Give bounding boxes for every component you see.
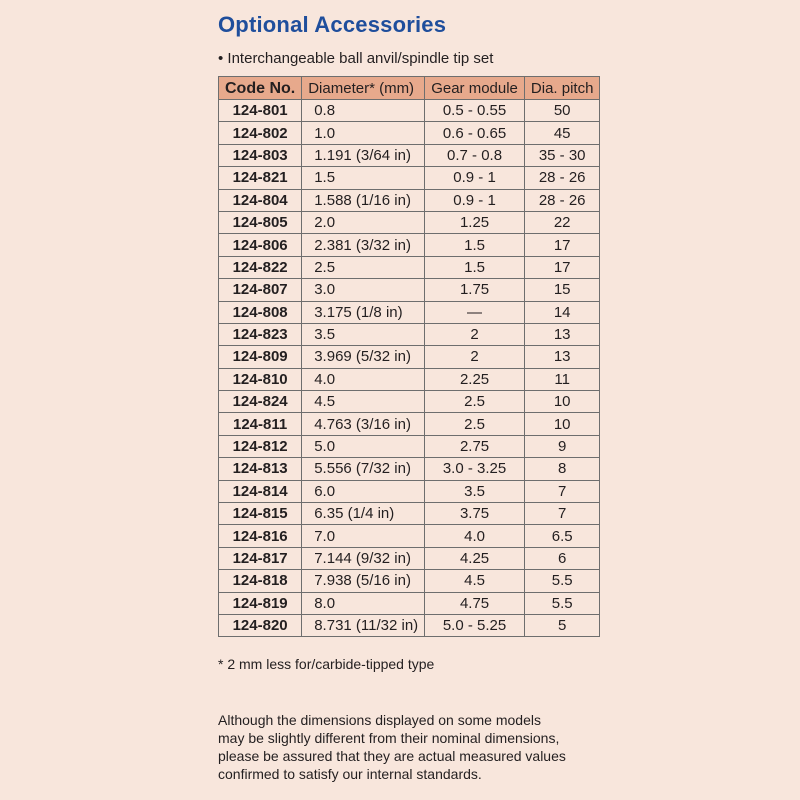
dia-pitch-cell: 13 — [524, 323, 600, 345]
dia-pitch-cell: 5.5 — [524, 570, 600, 592]
subtitle: • Interchangeable ball anvil/spindle tip set — [218, 50, 494, 67]
diameter-cell: 6.0 — [302, 480, 425, 502]
code-cell: 124-818 — [219, 570, 302, 592]
dia-pitch-cell: 17 — [524, 256, 600, 278]
diameter-cell: 5.556 (7/32 in) — [302, 458, 425, 480]
dia-pitch-cell: 6.5 — [524, 525, 600, 547]
diameter-cell: 7.0 — [302, 525, 425, 547]
header-gear-module: Gear module — [425, 77, 525, 100]
diameter-cell: 3.0 — [302, 279, 425, 301]
header-diameter: Diameter* (mm) — [302, 77, 425, 100]
gear-module-cell: 0.6 - 0.65 — [425, 122, 525, 144]
table-row — [219, 167, 600, 189]
table-row — [219, 279, 600, 301]
diameter-cell: 8.731 (11/32 in) — [302, 614, 425, 636]
diameter-cell: 3.175 (1/8 in) — [302, 301, 425, 323]
code-cell: 124-814 — [219, 480, 302, 502]
dia-pitch-cell: 17 — [524, 234, 600, 256]
table-row — [219, 368, 600, 390]
table-row — [219, 144, 600, 166]
table-header-row — [219, 77, 600, 100]
dia-pitch-cell: 15 — [524, 279, 600, 301]
code-cell: 124-808 — [219, 301, 302, 323]
diameter-cell: 7.144 (9/32 in) — [302, 547, 425, 569]
gear-module-cell: 1.75 — [425, 279, 525, 301]
gear-module-cell: 0.9 - 1 — [425, 167, 525, 189]
table-row — [219, 614, 600, 636]
table-row — [219, 413, 600, 435]
dia-pitch-cell: 8 — [524, 458, 600, 480]
table-row — [219, 122, 600, 144]
gear-module-cell: — — [425, 301, 525, 323]
code-cell: 124-822 — [219, 256, 302, 278]
header-dia-pitch: Dia. pitch — [524, 77, 600, 100]
gear-module-cell: 4.25 — [425, 547, 525, 569]
diameter-cell: 0.8 — [302, 100, 425, 122]
gear-module-cell: 2.75 — [425, 435, 525, 457]
gear-module-cell: 2.5 — [425, 391, 525, 413]
table-body — [219, 100, 600, 637]
table-row — [219, 301, 600, 323]
gear-module-cell: 0.5 - 0.55 — [425, 100, 525, 122]
code-cell: 124-803 — [219, 144, 302, 166]
table-row — [219, 547, 600, 569]
dia-pitch-cell: 50 — [524, 100, 600, 122]
diameter-cell: 5.0 — [302, 435, 425, 457]
gear-module-cell: 2 — [425, 346, 525, 368]
gear-module-cell: 2.5 — [425, 413, 525, 435]
diameter-cell: 3.5 — [302, 323, 425, 345]
table-row — [219, 346, 600, 368]
code-cell: 124-820 — [219, 614, 302, 636]
dia-pitch-cell: 5.5 — [524, 592, 600, 614]
gear-module-cell: 2.25 — [425, 368, 525, 390]
table-row — [219, 323, 600, 345]
dia-pitch-cell: 10 — [524, 391, 600, 413]
table-row — [219, 525, 600, 547]
dia-pitch-cell: 10 — [524, 413, 600, 435]
diameter-cell: 1.5 — [302, 167, 425, 189]
table-row — [219, 458, 600, 480]
table-row — [219, 100, 600, 122]
code-cell: 124-809 — [219, 346, 302, 368]
gear-module-cell: 1.5 — [425, 234, 525, 256]
diameter-cell: 3.969 (5/32 in) — [302, 346, 425, 368]
code-cell: 124-806 — [219, 234, 302, 256]
code-cell: 124-817 — [219, 547, 302, 569]
gear-module-cell: 1.5 — [425, 256, 525, 278]
accessories-table — [218, 76, 600, 637]
dia-pitch-cell: 7 — [524, 503, 600, 525]
dia-pitch-cell: 5 — [524, 614, 600, 636]
table-row — [219, 234, 600, 256]
note-line: Although the dimensions displayed on some models — [218, 712, 541, 728]
code-cell: 124-815 — [219, 503, 302, 525]
gear-module-cell: 0.9 - 1 — [425, 189, 525, 211]
page-title: Optional Accessories — [218, 12, 447, 37]
code-cell: 124-813 — [219, 458, 302, 480]
dia-pitch-cell: 9 — [524, 435, 600, 457]
dia-pitch-cell: 22 — [524, 211, 600, 233]
diameter-cell: 4.763 (3/16 in) — [302, 413, 425, 435]
diameter-cell: 1.588 (1/16 in) — [302, 189, 425, 211]
note-line: please be assured that they are actual measured values — [218, 748, 566, 764]
header-code: Code No. — [219, 77, 302, 100]
table-row — [219, 256, 600, 278]
notes — [218, 711, 598, 783]
table-row — [219, 211, 600, 233]
table-row — [219, 189, 600, 211]
dia-pitch-cell: 28 - 26 — [524, 167, 600, 189]
diameter-cell: 1.0 — [302, 122, 425, 144]
dia-pitch-cell: 14 — [524, 301, 600, 323]
code-cell: 124-824 — [219, 391, 302, 413]
code-cell: 124-823 — [219, 323, 302, 345]
dia-pitch-cell: 13 — [524, 346, 600, 368]
table-row — [219, 435, 600, 457]
dia-pitch-cell: 45 — [524, 122, 600, 144]
diameter-cell: 7.938 (5/16 in) — [302, 570, 425, 592]
table-row — [219, 592, 600, 614]
diameter-cell: 2.381 (3/32 in) — [302, 234, 425, 256]
gear-module-cell: 4.0 — [425, 525, 525, 547]
code-cell: 124-805 — [219, 211, 302, 233]
table-row — [219, 391, 600, 413]
code-cell: 124-819 — [219, 592, 302, 614]
table-row — [219, 570, 600, 592]
table-row — [219, 503, 600, 525]
gear-module-cell: 3.5 — [425, 480, 525, 502]
dia-pitch-cell: 7 — [524, 480, 600, 502]
gear-module-cell: 5.0 - 5.25 — [425, 614, 525, 636]
dia-pitch-cell: 6 — [524, 547, 600, 569]
diameter-cell: 8.0 — [302, 592, 425, 614]
code-cell: 124-810 — [219, 368, 302, 390]
gear-module-cell: 2 — [425, 323, 525, 345]
diameter-cell: 2.5 — [302, 256, 425, 278]
dia-pitch-cell: 35 - 30 — [524, 144, 600, 166]
code-cell: 124-804 — [219, 189, 302, 211]
code-cell: 124-812 — [219, 435, 302, 457]
diameter-cell: 1.191 (3/64 in) — [302, 144, 425, 166]
code-cell: 124-811 — [219, 413, 302, 435]
gear-module-cell: 0.7 - 0.8 — [425, 144, 525, 166]
gear-module-cell: 4.75 — [425, 592, 525, 614]
note-line: confirmed to satisfy our internal standards. — [218, 766, 482, 782]
note-line: may be slightly different from their nominal dimensions, — [218, 730, 560, 746]
code-cell: 124-802 — [219, 122, 302, 144]
diameter-cell: 2.0 — [302, 211, 425, 233]
code-cell: 124-816 — [219, 525, 302, 547]
code-cell: 124-807 — [219, 279, 302, 301]
footnote: * 2 mm less for/carbide-tipped type — [218, 656, 435, 672]
code-cell: 124-821 — [219, 167, 302, 189]
gear-module-cell: 3.0 - 3.25 — [425, 458, 525, 480]
table-row — [219, 480, 600, 502]
diameter-cell: 4.0 — [302, 368, 425, 390]
gear-module-cell: 4.5 — [425, 570, 525, 592]
diameter-cell: 4.5 — [302, 391, 425, 413]
diameter-cell: 6.35 (1/4 in) — [302, 503, 425, 525]
dia-pitch-cell: 28 - 26 — [524, 189, 600, 211]
code-cell: 124-801 — [219, 100, 302, 122]
gear-module-cell: 1.25 — [425, 211, 525, 233]
dia-pitch-cell: 11 — [524, 368, 600, 390]
gear-module-cell: 3.75 — [425, 503, 525, 525]
